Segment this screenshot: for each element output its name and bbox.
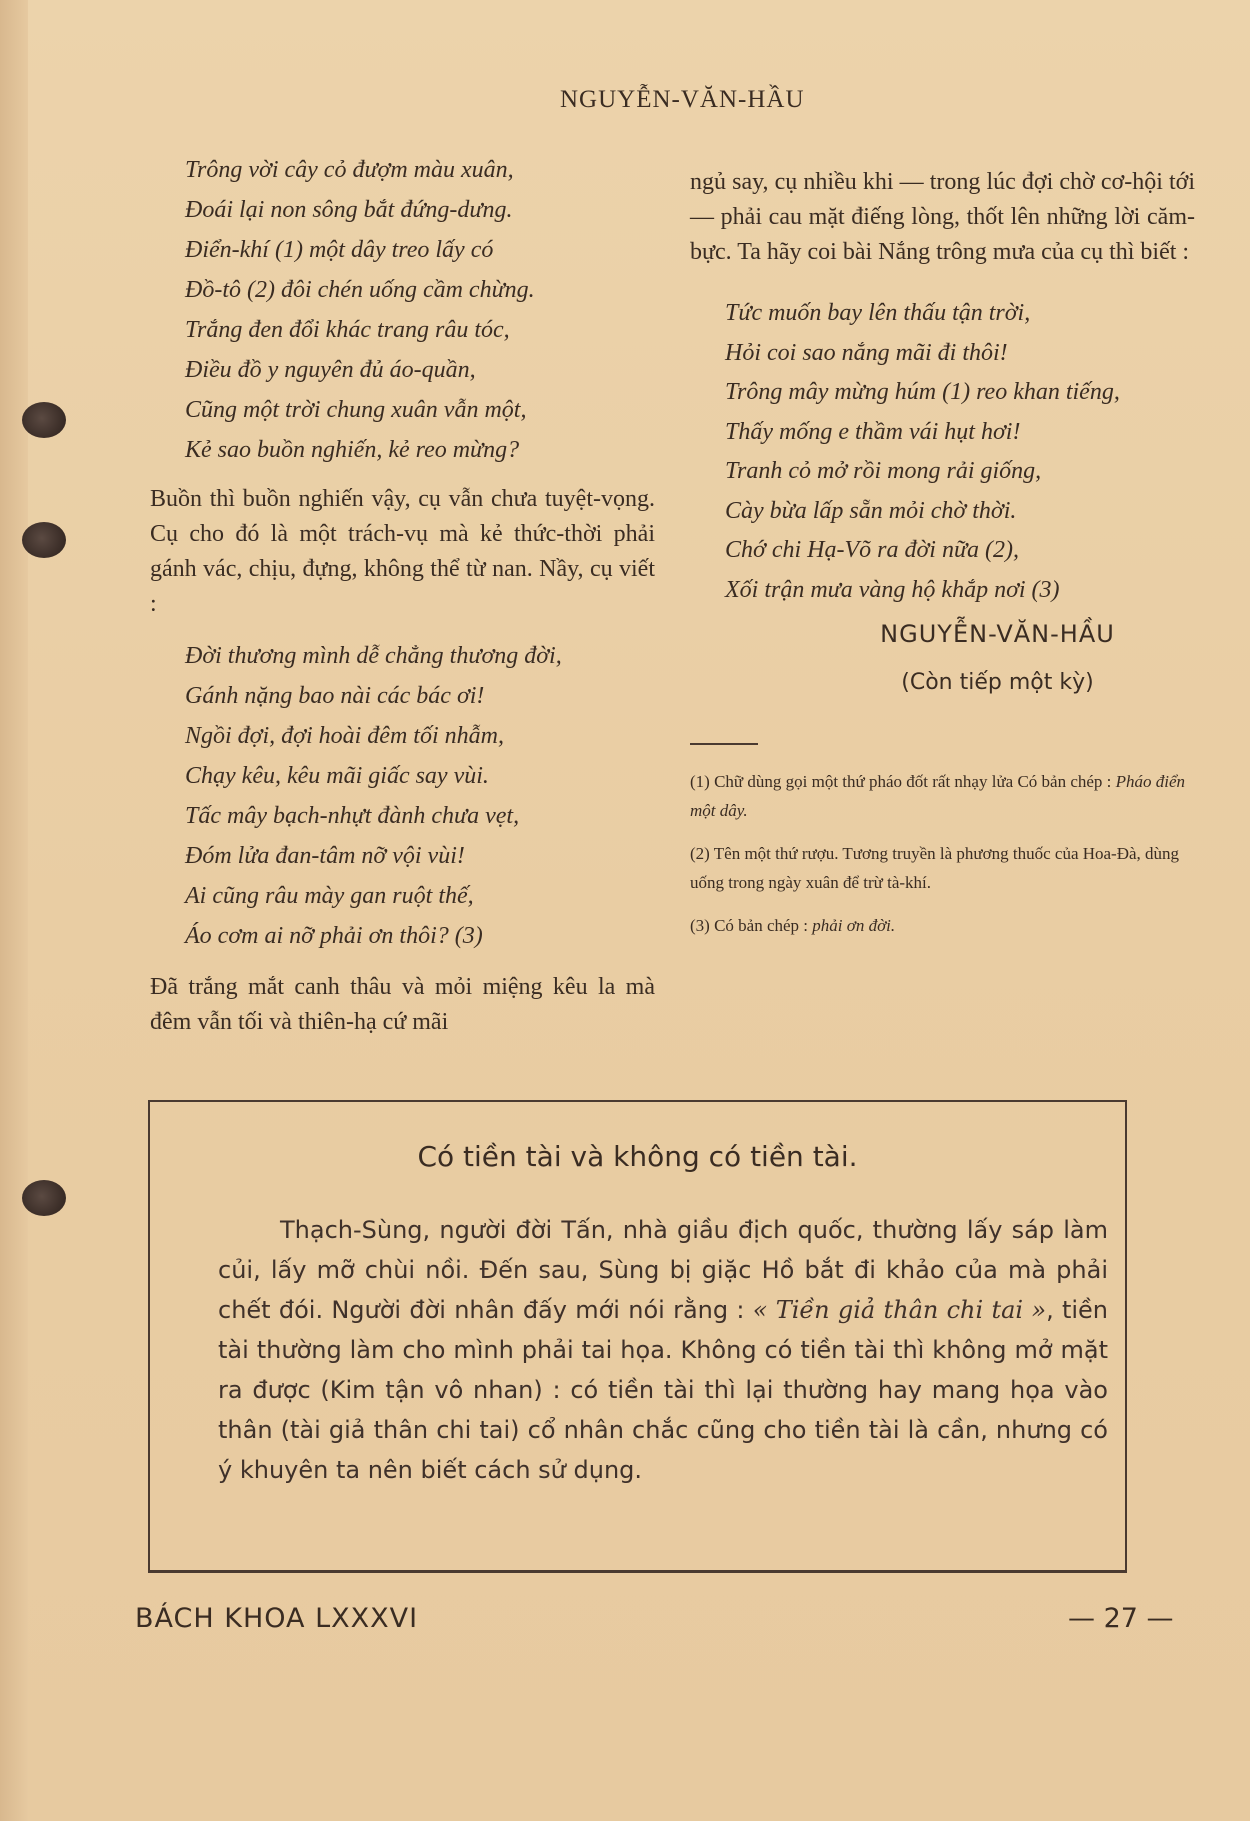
- verse-line: Chạy kêu, kêu mãi giấc say vùi.: [185, 763, 489, 789]
- page-number: — 27 —: [1068, 1603, 1174, 1634]
- verse-line: Trắng đen đổi khác trang râu tóc,: [185, 317, 510, 343]
- footnote-divider: [690, 743, 758, 745]
- journal-name: BÁCH KHOA LXXXVI: [135, 1603, 419, 1634]
- right-column: [690, 165, 1195, 954]
- binding-hole: [22, 1180, 66, 1216]
- verse-line: Đồ-tô (2) đôi chén uống cầm chừng.: [185, 277, 535, 303]
- verse-line: Kẻ sao buồn nghiến, kẻ reo mừng?: [185, 437, 520, 463]
- prose-paragraph: ngủ say, cụ nhiều khi — trong lúc đợi chờ cơ-hội tới — phải cau mặt điếng lòng, thốt lên những lời căm-bực. Ta hãy coi bài Nắng trông mưa của cụ thì biết :: [690, 169, 1195, 265]
- prose-paragraph: Đã trắng mắt canh thâu và mỏi miệng kêu la mà đêm vẫn tối và thiên-hạ cứ mãi: [150, 974, 655, 1035]
- footnote: (1) Chữ dùng gọi một thứ pháo đốt rất nhạy lửa Có bản chép : Pháo điển một dây.: [690, 772, 1186, 820]
- verse-line: Trông mây mừng húm (1) reo khan tiếng,: [725, 379, 1120, 405]
- poem-stanza-1: [150, 150, 655, 470]
- verse-line: Tức muốn bay lên thấu tận trời,: [725, 300, 1031, 326]
- binding-hole: [22, 402, 66, 438]
- verse-line: Xối trận mưa vàng hộ khắp nơi (3): [725, 576, 1060, 603]
- poem-nang-trong-mua: [690, 294, 1195, 610]
- running-title: NGUYỄN-VĂN-HẦU: [560, 86, 805, 113]
- verse-line: Hỏi coi sao nắng mãi đi thôi!: [725, 339, 1008, 366]
- verse-line: Đời thương mình dễ chẳng thương đời,: [185, 643, 562, 669]
- verse-line: Cày bừa lấp sẵn mỏi chờ thời.: [725, 497, 1017, 524]
- verse-line: Trông vời cây cỏ đượm màu xuân,: [185, 157, 514, 183]
- verse-line: Áo cơm ai nỡ phải ơn thôi? (3): [185, 923, 483, 949]
- verse-line: Điều đồ y nguyên đủ áo-quần,: [185, 357, 476, 383]
- verse-line: Thấy mống e thầm vái hụt hơi!: [725, 418, 1021, 445]
- verse-line: Ngồi đợi, đợi hoài đêm tối nhẫm,: [185, 723, 504, 749]
- binding-hole: [22, 522, 66, 558]
- prose-paragraph: Buồn thì buồn nghiến vậy, cụ vẫn chưa tuyệt-vọng. Cụ cho đó là một trách-vụ mà kẻ thức-thời phải gánh vác, chịu, đựng, không thể từ nan. Nầy, cụ viết :: [150, 486, 655, 617]
- verse-line: Chớ chi Hạ-Võ ra đời nữa (2),: [725, 537, 1020, 563]
- binding-edge: [0, 0, 28, 1821]
- verse-line: Đoái lại non sông bắt đứng-dưng.: [185, 197, 513, 223]
- footnote: (2) Tên một thứ rượu. Tương truyền là phương thuốc của Hoa-Đà, dùng uống trong ngày xuân để trừ tà-khí.: [690, 844, 1180, 892]
- verse-line: Ai cũng râu mày gan ruột thế,: [185, 883, 474, 909]
- poem-stanza-2: [150, 636, 655, 956]
- verse-line: Đóm lửa đan-tâm nỡ vội vùi!: [185, 843, 465, 869]
- author-signature: NGUYỄN-VĂN-HẦU: [880, 620, 1115, 648]
- continued-note: (Còn tiếp một kỳ): [901, 670, 1094, 695]
- footnote: (3) Có bản chép : phải ơn đời.: [690, 916, 896, 935]
- left-column: [150, 150, 655, 1040]
- verse-line: Gánh nặng bao nài các bác ơi!: [185, 683, 485, 709]
- verse-line: Điển-khí (1) một dây treo lấy có: [185, 237, 494, 263]
- verse-line: Tranh cỏ mở rồi mong rải giống,: [725, 458, 1042, 484]
- verse-line: Tấc mây bạch-nhựt đành chưa vẹt,: [185, 803, 520, 829]
- box-body: [218, 1210, 1108, 1490]
- box-paragraph: Thạch-Sùng, người đời Tấn, nhà giầu địch quốc, thường lấy sáp làm củi, lấy mỡ chùi nồi. Đến sau, Sùng bị giặc Hồ bắt đi khảo của mà phải chết đói. Người đời nhân đấy mới nói rằng : « Tiền giả thân chi tai », tiền tài thường làm cho mình phải tai họa. Không có tiền tài thì không mở mặt ra được (Kim tận vô nhan) : có tiền tài thì lại thường hay mang họa vào thân (tài giả thân chi tai) cổ nhân chắc cũng cho tiền tài là cần, nhưng có ý khuyên ta nên biết cách sử dụng.: [218, 1216, 1109, 1484]
- box-title: Có tiền tài và không có tiền tài.: [417, 1140, 858, 1173]
- verse-line: Cũng một trời chung xuân vẫn một,: [185, 397, 527, 423]
- boxed-article: [148, 1100, 1127, 1573]
